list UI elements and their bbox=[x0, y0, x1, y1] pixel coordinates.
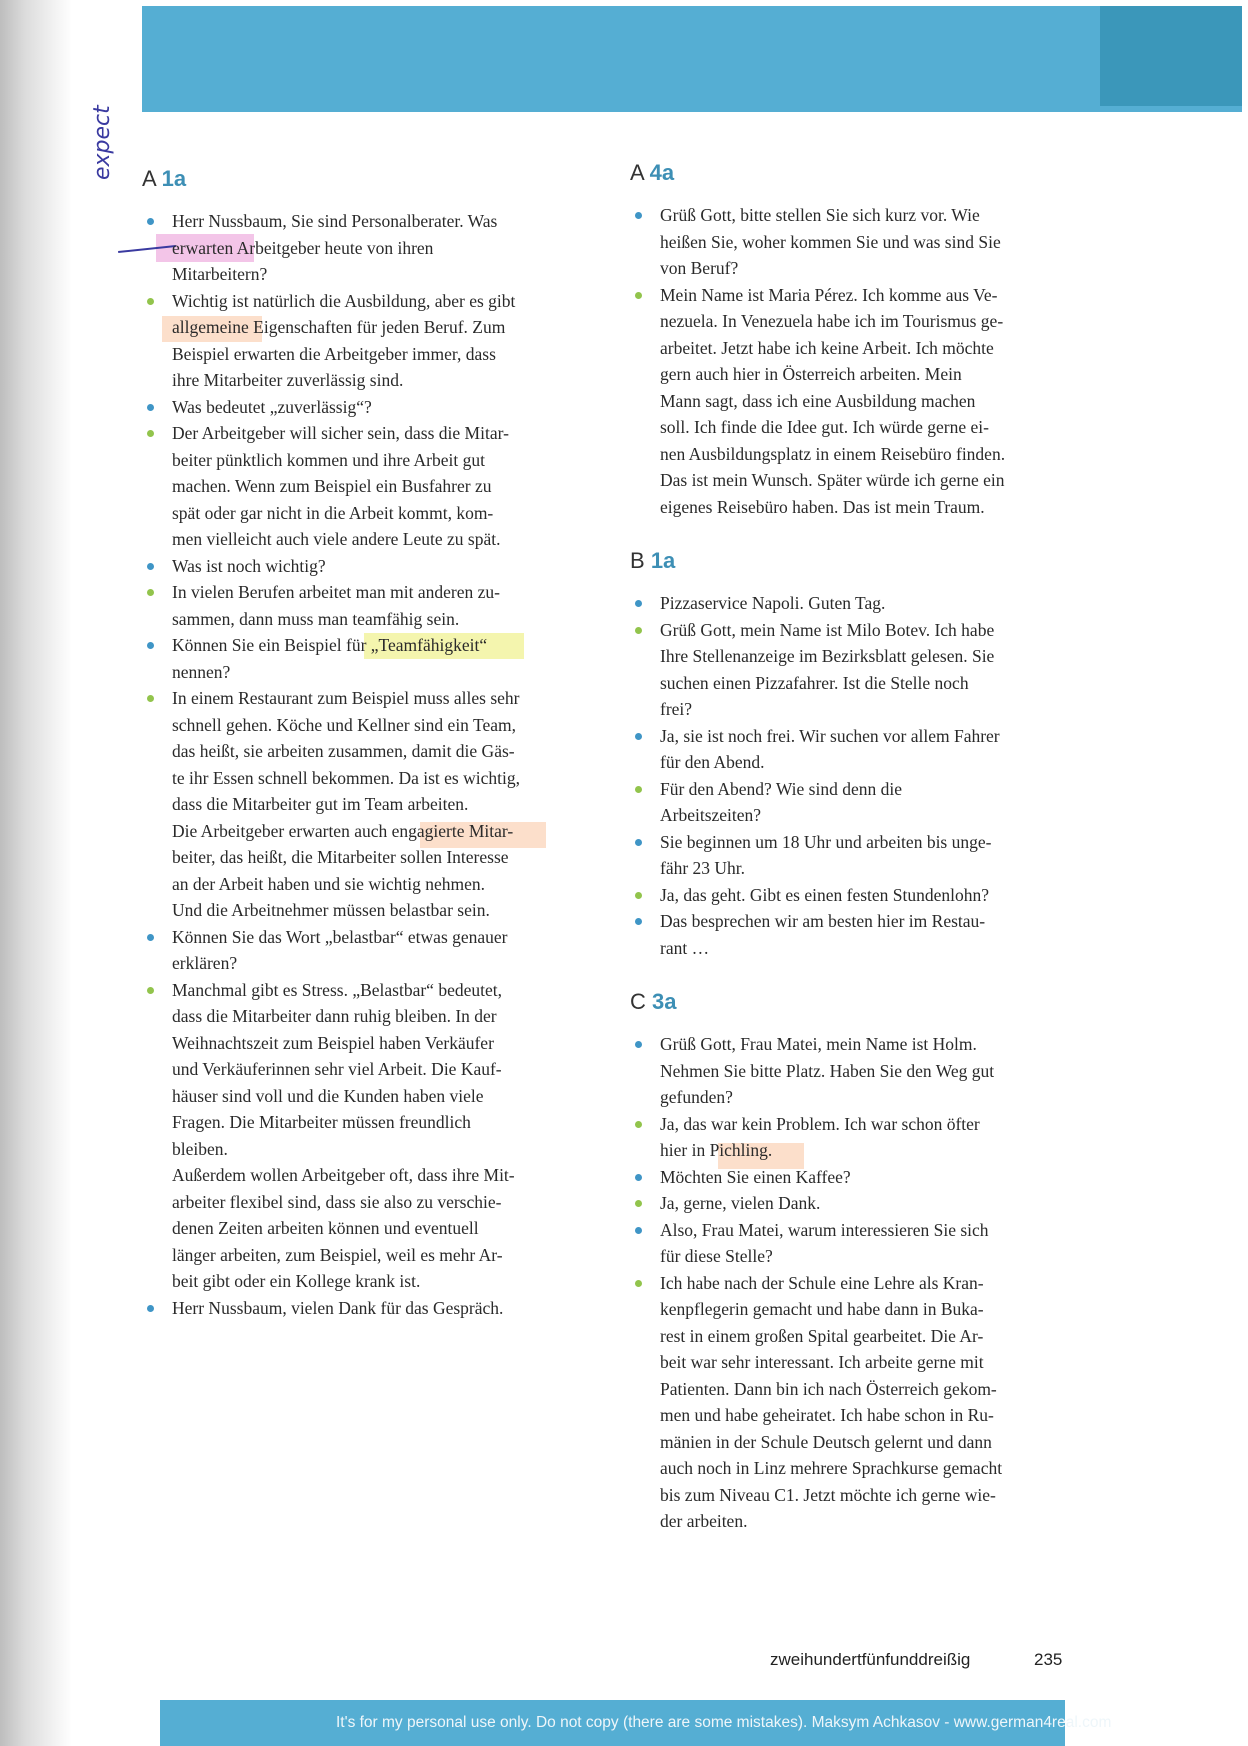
section-letter: A bbox=[630, 160, 644, 185]
right-column bbox=[630, 160, 1060, 1535]
dialogue-text: Ja, sie ist noch frei. Wir suchen vor allem Fahrer bbox=[660, 725, 1000, 746]
dialogue-line-continued bbox=[630, 1376, 1060, 1403]
dialogue-line-continued bbox=[630, 1455, 1060, 1482]
dialogue-line-continued bbox=[142, 765, 572, 792]
dialogue-text: Fragen. Die Mitarbeiter müssen freundlich bbox=[172, 1112, 471, 1132]
dialogue-text: und Verkäuferinnen sehr viel Arbeit. Die Kauf- bbox=[172, 1059, 502, 1079]
dialogue-text: beit gibt oder ein Kollege krank ist. bbox=[172, 1271, 421, 1291]
dialogue-line bbox=[630, 202, 1060, 229]
dialogue-text: Beispiel erwarten die Arbeitgeber immer, dass bbox=[172, 343, 496, 364]
dialogue-line-continued bbox=[630, 670, 1060, 697]
dialogue-text: auch noch in Linz mehrere Sprachkurse gemacht bbox=[660, 1458, 1003, 1478]
dialogue-text: gern auch hier in Österreich arbeiten. Mein bbox=[660, 364, 962, 384]
dialogue-text: bleiben. bbox=[172, 1138, 228, 1159]
dialogue-text: für diese Stelle? bbox=[660, 1246, 773, 1266]
dialogue-line-continued bbox=[630, 1429, 1060, 1456]
dialogue-line-continued bbox=[142, 606, 572, 633]
dialogue-text: Mitarbeitern? bbox=[172, 264, 268, 284]
dialogue-line-continued bbox=[142, 659, 572, 686]
dialogue-line bbox=[630, 1111, 1060, 1138]
page-number: 235 bbox=[1034, 1650, 1063, 1669]
dialogue-text: Weihnachtszeit zum Beispiel haben Verkäufer bbox=[172, 1032, 494, 1053]
dialogue-text: der arbeiten. bbox=[660, 1511, 748, 1531]
speaker-a-bullet-icon bbox=[147, 934, 154, 941]
dialogue-line-continued bbox=[142, 473, 572, 500]
dialogue-text: rest in einem großen Spital gearbeitet. Die Ar- bbox=[660, 1325, 984, 1346]
dialogue-text: spät oder gar nicht in die Arbeit kommt, kom- bbox=[172, 502, 494, 523]
dialogue-line bbox=[630, 908, 1060, 935]
dialogue-text: bis zum Niveau C1. Jetzt möchte ich gerne wie- bbox=[660, 1484, 996, 1505]
dialogue-text: länger arbeiten, zum Beispiel, weil es mehr Ar- bbox=[172, 1244, 503, 1265]
dialogue-line-continued bbox=[630, 1482, 1060, 1509]
dialogue-text: schnell gehen. Köche und Kellner sind ein Team, bbox=[172, 714, 516, 735]
dialogue-text: Sie beginnen um 18 Uhr und arbeiten bis unge- bbox=[660, 831, 992, 852]
dialogue-line bbox=[142, 685, 572, 712]
dialogue-line-continued bbox=[630, 935, 1060, 962]
dialogue-line bbox=[630, 776, 1060, 803]
dialogue-line-continued bbox=[630, 696, 1060, 723]
book-spine-shadow bbox=[0, 0, 72, 1746]
dialogue-line-continued bbox=[630, 335, 1060, 362]
dialogue-text: Grüß Gott, bitte stellen Sie sich kurz vor. Wie bbox=[660, 205, 980, 225]
dialogue-text: nen Ausbildungsplatz in einem Reisebüro finden. bbox=[660, 443, 1006, 464]
dialogue-text: Außerdem wollen Arbeitgeber oft, dass ihre Mit- bbox=[172, 1165, 515, 1185]
speaker-a-bullet-icon bbox=[635, 600, 642, 607]
dialogue-line bbox=[630, 882, 1060, 909]
dialogue-line-continued bbox=[142, 500, 572, 527]
dialogue-text: Mann sagt, dass ich eine Ausbildung machen bbox=[660, 390, 976, 411]
dialogue-text: Was bedeutet „zuverlässig“? bbox=[172, 396, 372, 417]
dialogue-line-continued bbox=[142, 871, 572, 898]
dialogue-text: Grüß Gott, mein Name ist Milo Botev. Ich habe bbox=[660, 619, 995, 640]
section-letter: A bbox=[142, 166, 156, 191]
dialogue-line-continued bbox=[142, 1003, 572, 1030]
dialogue-text: Wichtig ist natürlich die Ausbildung, aber es gibt bbox=[172, 290, 516, 311]
dialogue-line-continued bbox=[630, 1296, 1060, 1323]
dialogue-text: men vielleicht auch viele andere Leute zu spät. bbox=[172, 529, 501, 549]
dialogue-line-continued bbox=[630, 1508, 1060, 1535]
dialogue-line-continued bbox=[142, 1242, 572, 1269]
dialogue-line-continued bbox=[630, 1402, 1060, 1429]
header-color-bar bbox=[142, 6, 1242, 112]
dialogue-text: hier in Pichling. bbox=[660, 1140, 773, 1160]
dialogue-text: Also, Frau Matei, warum interessieren Sie sich bbox=[660, 1219, 989, 1240]
speaker-b-bullet-icon bbox=[635, 1280, 642, 1287]
dialogue-line-continued bbox=[142, 1083, 572, 1110]
dialogue-line bbox=[142, 1295, 572, 1322]
dialogue-line-continued bbox=[142, 261, 572, 288]
dialogue-text: kenpflegerin gemacht und habe dann in Buka- bbox=[660, 1299, 984, 1319]
dialogue-line-continued bbox=[142, 235, 572, 262]
dialogue-line-continued bbox=[630, 467, 1060, 494]
dialogue-line bbox=[630, 1164, 1060, 1191]
speaker-b-bullet-icon bbox=[635, 627, 642, 634]
dialogue-text: sammen, dann muss man teamfähig sein. bbox=[172, 608, 460, 629]
section-heading bbox=[630, 989, 1060, 1015]
dialogue-line bbox=[630, 282, 1060, 309]
dialogue-line bbox=[630, 617, 1060, 644]
dialogue-line-continued bbox=[630, 802, 1060, 829]
dialogue-text: nezuela. In Venezuela habe ich im Tourismus ge- bbox=[660, 311, 1004, 331]
dialogue-text: Der Arbeitgeber will sicher sein, dass die Mitar- bbox=[172, 423, 509, 443]
section-heading bbox=[630, 548, 1060, 574]
dialogue-text: frei? bbox=[660, 699, 693, 719]
dialogue-line-continued bbox=[142, 1189, 572, 1216]
dialogue-line-continued bbox=[142, 897, 572, 924]
dialogue-text: häuser sind voll und die Kunden haben viele bbox=[172, 1085, 484, 1106]
dialogue-text: Arbeitszeiten? bbox=[660, 805, 762, 825]
dialogue-line-continued bbox=[142, 1109, 572, 1136]
dialogue-text: Ja, gerne, vielen Dank. bbox=[660, 1193, 821, 1213]
dialogue-text: gefunden? bbox=[660, 1087, 733, 1107]
dialogue-line-continued bbox=[142, 1268, 572, 1295]
speaker-a-bullet-icon bbox=[635, 918, 642, 925]
dialogue-line bbox=[630, 1217, 1060, 1244]
dialogue-text: Und die Arbeitnehmer müssen belastbar sein. bbox=[172, 900, 490, 920]
speaker-b-bullet-icon bbox=[147, 298, 154, 305]
dialogue-line bbox=[630, 1270, 1060, 1297]
speaker-a-bullet-icon bbox=[635, 839, 642, 846]
handwritten-note: expect bbox=[90, 105, 115, 180]
dialogue-text: suchen einen Pizzafahrer. Ist die Stelle noch bbox=[660, 672, 969, 693]
speaker-a-bullet-icon bbox=[635, 212, 642, 219]
dialogue-line-continued bbox=[142, 447, 572, 474]
speaker-b-bullet-icon bbox=[147, 987, 154, 994]
dialogue-text: dass die Mitarbeiter dann ruhig bleiben. In der bbox=[172, 1006, 497, 1026]
dialogue-text: Können Sie ein Beispiel für „Teamfähigkeit“ bbox=[172, 635, 488, 655]
dialogue-line bbox=[142, 553, 572, 580]
speaker-b-bullet-icon bbox=[147, 589, 154, 596]
dialogue-line bbox=[630, 723, 1060, 750]
dialogue-line-continued bbox=[630, 308, 1060, 335]
speaker-b-bullet-icon bbox=[147, 695, 154, 702]
dialogue-text: Für den Abend? Wie sind denn die bbox=[660, 778, 902, 799]
dialogue-line bbox=[630, 1190, 1060, 1217]
dialogue-text: Ja, das war kein Problem. Ich war schon öfter bbox=[660, 1113, 980, 1134]
speaker-b-bullet-icon bbox=[635, 1121, 642, 1128]
dialogue-text: Patienten. Dann bin ich nach Österreich gekom- bbox=[660, 1378, 997, 1399]
section-heading bbox=[630, 160, 1060, 186]
dialogue-line-continued bbox=[630, 643, 1060, 670]
dialogue-text: beiter pünktlich kommen und ihre Arbeit gut bbox=[172, 449, 485, 470]
dialogue-line-continued bbox=[142, 791, 572, 818]
dialogue-text: Grüß Gott, Frau Matei, mein Name ist Holm. bbox=[660, 1034, 977, 1054]
dialogue-text: Ich habe nach der Schule eine Lehre als Kran- bbox=[660, 1272, 984, 1293]
dialogue-line-continued bbox=[142, 1056, 572, 1083]
dialogue-text: Nehmen Sie bitte Platz. Haben Sie den Weg gut bbox=[660, 1060, 995, 1081]
dialogue-text: beiter, das heißt, die Mitarbeiter sollen Interesse bbox=[172, 847, 509, 867]
speaker-b-bullet-icon bbox=[635, 892, 642, 899]
section-number: 3a bbox=[652, 989, 677, 1014]
dialogue-text: men und habe geheiratet. Ich habe schon in Ru- bbox=[660, 1405, 994, 1425]
dialogue-line-continued bbox=[142, 844, 572, 871]
dialogue-line-continued bbox=[630, 441, 1060, 468]
dialogue-text: nennen? bbox=[172, 661, 231, 682]
dialogue-text: für den Abend. bbox=[660, 752, 765, 772]
section-number: 1a bbox=[650, 548, 676, 573]
dialogue-line-continued bbox=[630, 1323, 1060, 1350]
dialogue-text: von Beruf? bbox=[660, 258, 739, 278]
speaker-a-bullet-icon bbox=[635, 1174, 642, 1181]
dialogue-line-continued bbox=[142, 818, 572, 845]
speaker-a-bullet-icon bbox=[147, 563, 154, 570]
header-color-bar-accent bbox=[1100, 6, 1242, 106]
dialogue-text: Das ist mein Wunsch. Später würde ich gerne ein bbox=[660, 470, 1005, 490]
dialogue-text: beit war sehr interessant. Ich arbeite gerne mit bbox=[660, 1352, 984, 1372]
dialogue-text: Ja, das geht. Gibt es einen festen Stundenlohn? bbox=[660, 884, 990, 905]
dialogue-line-continued bbox=[142, 367, 572, 394]
speaker-a-bullet-icon bbox=[147, 218, 154, 225]
dialogue-line bbox=[142, 924, 572, 951]
dialogue-line-continued bbox=[142, 950, 572, 977]
dialogue-text: Manchmal gibt es Stress. „Belastbar“ bedeutet, bbox=[172, 979, 502, 1000]
dialogue-line bbox=[142, 632, 572, 659]
dialogue-text: arbeitet. Jetzt habe ich keine Arbeit. Ich möchte bbox=[660, 337, 994, 358]
speaker-a-bullet-icon bbox=[147, 1305, 154, 1312]
dialogue-line-continued bbox=[142, 1215, 572, 1242]
dialogue-line bbox=[630, 590, 1060, 617]
dialogue-line-continued bbox=[142, 738, 572, 765]
dialogue-line-continued bbox=[630, 1243, 1060, 1270]
dialogue-text: dass die Mitarbeiter gut im Team arbeiten. bbox=[172, 794, 469, 814]
dialogue-line-continued bbox=[142, 526, 572, 553]
section-number: 4a bbox=[649, 160, 675, 185]
speaker-b-bullet-icon bbox=[635, 786, 642, 793]
dialogue-line-continued bbox=[142, 1136, 572, 1163]
dialogue-text: Was ist noch wichtig? bbox=[172, 555, 326, 576]
dialogue-text: In vielen Berufen arbeitet man mit anderen zu- bbox=[172, 582, 500, 602]
dialogue-line-continued bbox=[142, 341, 572, 368]
dialogue-line bbox=[630, 829, 1060, 856]
speaker-a-bullet-icon bbox=[635, 733, 642, 740]
dialogue-line-continued bbox=[630, 414, 1060, 441]
dialogue-line-continued bbox=[630, 255, 1060, 282]
section-letter: C bbox=[630, 989, 646, 1014]
page-number-words: zweihundertfünfunddreißig bbox=[770, 1650, 971, 1669]
section-letter: B bbox=[630, 548, 645, 573]
dialogue-line bbox=[142, 579, 572, 606]
dialogue-text: te ihr Essen schnell bekommen. Da ist es wichtig, bbox=[172, 767, 520, 788]
dialogue-text: Möchten Sie einen Kaffee? bbox=[660, 1166, 851, 1187]
dialogue-text: fähr 23 Uhr. bbox=[660, 858, 746, 878]
dialogue-text: soll. Ich finde die Idee gut. Ich würde gerne ei- bbox=[660, 417, 989, 437]
dialogue-text: allgemeine Eigenschaften für jeden Beruf. Zum bbox=[172, 317, 506, 337]
dialogue-text: ihre Mitarbeiter zuverlässig sind. bbox=[172, 370, 404, 390]
dialogue-line bbox=[142, 420, 572, 447]
dialogue-line-continued bbox=[142, 1030, 572, 1057]
dialogue-line bbox=[142, 394, 572, 421]
speaker-a-bullet-icon bbox=[147, 404, 154, 411]
dialogue-text: Herr Nussbaum, Sie sind Personalberater. Was bbox=[172, 211, 498, 231]
dialogue-line-continued bbox=[630, 494, 1060, 521]
dialogue-text: Ihre Stellenanzeige im Bezirksblatt gelesen. Sie bbox=[660, 646, 995, 666]
dialogue-text: eigenes Reisebüro haben. Das ist mein Traum. bbox=[660, 496, 985, 517]
dialogue-text: rant … bbox=[660, 937, 710, 958]
disclaimer-text: It's for my personal use only. Do not copy (there are some mistakes). Maksym Achkasov - www.german4real.com bbox=[336, 1714, 1112, 1731]
speaker-b-bullet-icon bbox=[635, 1200, 642, 1207]
dialogue-line-continued bbox=[630, 1058, 1060, 1085]
dialogue-line bbox=[142, 208, 572, 235]
speaker-a-bullet-icon bbox=[147, 642, 154, 649]
speaker-b-bullet-icon bbox=[147, 430, 154, 437]
dialogue-line-continued bbox=[630, 361, 1060, 388]
dialogue-text: machen. Wenn zum Beispiel ein Busfahrer zu bbox=[172, 476, 492, 496]
left-column bbox=[142, 166, 572, 1321]
speaker-b-bullet-icon bbox=[635, 292, 642, 299]
dialogue-line-continued bbox=[142, 1162, 572, 1189]
dialogue-text: Die Arbeitgeber erwarten auch engagierte Mitar- bbox=[172, 820, 514, 841]
dialogue-text: heißen Sie, woher kommen Sie und was sind Sie bbox=[660, 231, 1001, 252]
dialogue-line bbox=[142, 977, 572, 1004]
dialogue-line-continued bbox=[630, 749, 1060, 776]
dialogue-line-continued bbox=[630, 229, 1060, 256]
section-heading bbox=[142, 166, 572, 192]
dialogue-line bbox=[630, 1031, 1060, 1058]
speaker-a-bullet-icon bbox=[635, 1041, 642, 1048]
dialogue-text: erklären? bbox=[172, 953, 238, 973]
dialogue-text: Herr Nussbaum, vielen Dank für das Gespräch. bbox=[172, 1297, 504, 1318]
dialogue-line-continued bbox=[630, 388, 1060, 415]
dialogue-text: erwarten Arbeitgeber heute von ihren bbox=[172, 237, 434, 258]
dialogue-text: Pizzaservice Napoli. Guten Tag. bbox=[660, 593, 886, 613]
dialogue-text: Mein Name ist Maria Pérez. Ich komme aus Ve- bbox=[660, 284, 998, 305]
dialogue-line-continued bbox=[630, 1084, 1060, 1111]
dialogue-line-continued bbox=[142, 314, 572, 341]
dialogue-text: Das besprechen wir am besten hier im Restau- bbox=[660, 911, 986, 931]
dialogue-text: das heißt, sie arbeiten zusammen, damit die Gäs- bbox=[172, 741, 515, 761]
dialogue-text: an der Arbeit haben und sie wichtig nehmen. bbox=[172, 873, 485, 894]
dialogue-text: mänien in der Schule Deutsch gelernt und dann bbox=[660, 1431, 992, 1452]
speaker-a-bullet-icon bbox=[635, 1227, 642, 1234]
section-number: 1a bbox=[161, 166, 187, 191]
dialogue-line-continued bbox=[142, 712, 572, 739]
dialogue-line-continued bbox=[630, 1137, 1060, 1164]
dialogue-line bbox=[142, 288, 572, 315]
dialogue-line-continued bbox=[630, 1349, 1060, 1376]
dialogue-text: In einem Restaurant zum Beispiel muss alles sehr bbox=[172, 688, 520, 708]
dialogue-text: arbeiter flexibel sind, dass sie also zu verschie- bbox=[172, 1191, 502, 1212]
dialogue-text: denen Zeiten arbeiten können und eventuell bbox=[172, 1218, 479, 1238]
dialogue-text: Können Sie das Wort „belastbar“ etwas genauer bbox=[172, 926, 508, 947]
dialogue-line-continued bbox=[630, 855, 1060, 882]
